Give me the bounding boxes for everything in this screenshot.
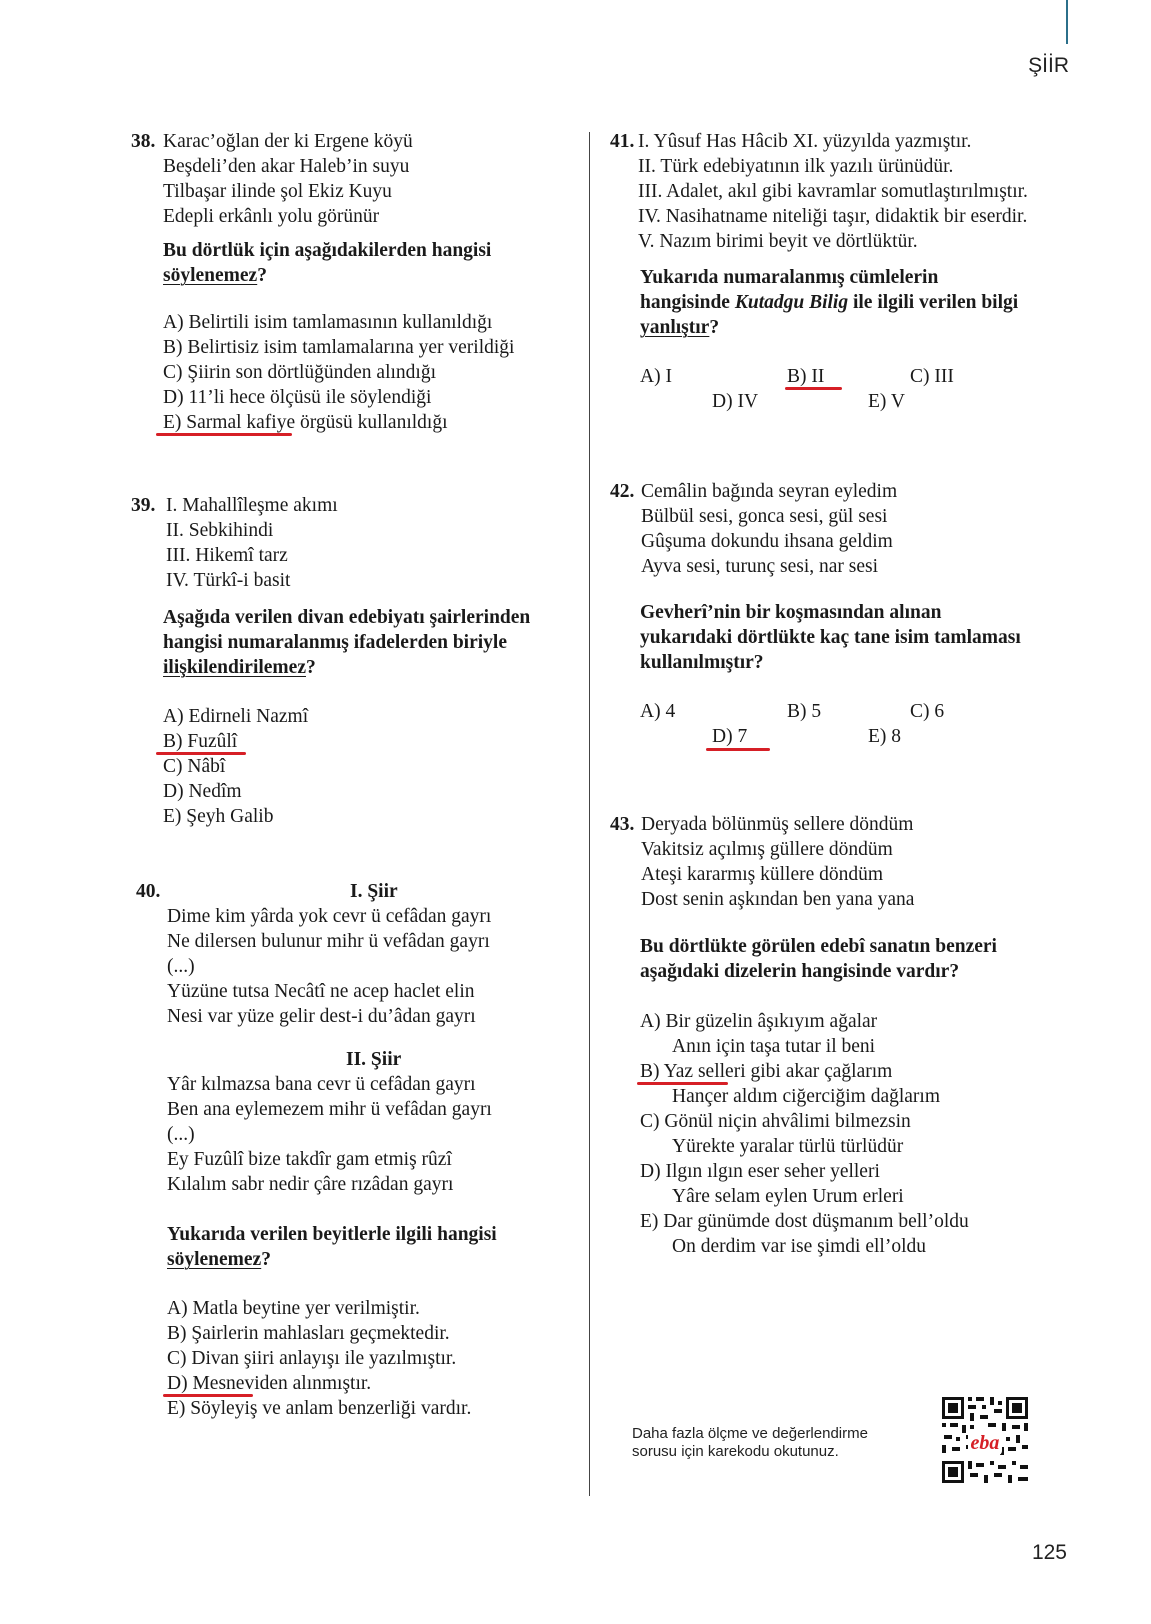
poem-line: Ey Fuzûlî bize takdîr gam etmiş rûzî bbox=[167, 1149, 452, 1170]
question-number: 42. bbox=[610, 481, 635, 502]
poem-line: Kılalım sabr nedir çâre rızâdan gayrı bbox=[167, 1174, 454, 1195]
answer-option-b[interactable]: B) Belirtisiz isim tamlamalarına yer verildiği bbox=[163, 337, 515, 358]
qr-code-icon[interactable] bbox=[940, 1395, 1030, 1485]
poem-line: Tilbaşar ilinde şol Ekiz Kuyu bbox=[163, 181, 392, 202]
answer-option-b[interactable]: B) Fuzûlî bbox=[163, 731, 238, 752]
poem-line: Dime kim yârda yok cevr ü cefâdan gayrı bbox=[167, 906, 492, 927]
statement-item: IV. Türkî-i basit bbox=[166, 570, 291, 591]
question-prompt: hangisi numaralanmış ifadelerden biriyle bbox=[163, 632, 507, 653]
question-number: 43. bbox=[610, 814, 635, 835]
poem-line: Beşdeli’den akar Haleb’in suyu bbox=[163, 156, 410, 177]
answer-option-c[interactable]: C) 6 bbox=[910, 701, 945, 722]
poem-line: Gûşuma dokundu ihsana geldim bbox=[641, 531, 893, 552]
question-number: 40. bbox=[136, 881, 161, 902]
poem-line: Cemâlin bağında seyran eyledim bbox=[641, 481, 898, 502]
answer-option-c[interactable]: C) Nâbî bbox=[163, 756, 226, 777]
poem-line: Nesi var yüze gelir dest-i du’âdan gayrı bbox=[167, 1006, 476, 1027]
question-number: 41. bbox=[610, 131, 635, 152]
answer-option-b-line2: Hançer aldım ciğerciğim dağlarım bbox=[672, 1086, 941, 1107]
poem-line: Ateşi kararmış küllere döndüm bbox=[641, 864, 884, 885]
question-prompt: Aşağıda verilen divan edebiyatı şairlerinden bbox=[163, 607, 531, 628]
answer-option-a[interactable]: A) Edirneli Nazmî bbox=[163, 706, 309, 727]
qr-instruction-line: sorusu için karekodu okutunuz. bbox=[632, 1443, 839, 1460]
column-divider bbox=[589, 132, 590, 1496]
poem-line: Yâr kılmazsa bana cevr ü cefâdan gayrı bbox=[167, 1074, 476, 1095]
question-prompt: ilişkilendirilemez? bbox=[163, 657, 316, 678]
poem-line: Bülbül sesi, gonca sesi, gül sesi bbox=[641, 506, 888, 527]
eba-logo: eba bbox=[970, 1432, 1000, 1454]
question-prompt: Yukarıda numaralanmış cümlelerin bbox=[640, 267, 939, 288]
poem-line: Ben ana eylemezem mihr ü vefâdan gayrı bbox=[167, 1099, 492, 1120]
answer-option-d[interactable]: D) Ilgın ılgın eser seher yelleri bbox=[640, 1161, 880, 1182]
question-prompt: yanlıştır? bbox=[640, 317, 720, 338]
answer-option-b[interactable]: B) 5 bbox=[787, 701, 822, 722]
answer-option-d[interactable]: D) Nedîm bbox=[163, 781, 242, 802]
answer-option-a[interactable]: A) Belirtili isim tamlamasının kullanıldığı bbox=[163, 312, 493, 333]
question-number: 39. bbox=[131, 495, 156, 516]
question-prompt: Bu dörtlükte görülen edebî sanatın benzeri bbox=[640, 936, 997, 957]
question-number: 38. bbox=[131, 131, 156, 152]
poem-line: Karac’oğlan der ki Ergene köyü bbox=[163, 131, 413, 152]
answer-option-b[interactable]: B) Şairlerin mahlasları geçmektedir. bbox=[167, 1323, 450, 1344]
answer-option-e[interactable]: E) Dar günümde dost düşmanım bell’oldu bbox=[640, 1211, 969, 1232]
question-prompt: kullanılmıştır? bbox=[640, 652, 764, 673]
poem-line: Edepli erkânlı yolu görünür bbox=[163, 206, 380, 227]
poem-line: Ayva sesi, turunç sesi, nar sesi bbox=[641, 556, 879, 577]
answer-option-c[interactable]: C) Gönül niçin ahvâlimi bilmezsin bbox=[640, 1111, 911, 1132]
question-prompt: hangisinde Kutadgu Bilig ile ilgili verilen bilgi bbox=[640, 292, 1019, 313]
question-prompt: yukarıdaki dörtlükte kaç tane isim tamlaması bbox=[640, 627, 1021, 648]
statement-item: I. Mahallîleşme akımı bbox=[166, 495, 338, 516]
answer-option-e[interactable]: E) Sarmal kafiye örgüsü kullanıldığı bbox=[163, 412, 448, 433]
answer-option-d[interactable]: D) IV bbox=[712, 391, 759, 412]
answer-option-b[interactable]: B) II bbox=[787, 366, 825, 387]
statement-item: II. Türk edebiyatının ilk yazılı ürünüdür. bbox=[638, 156, 954, 177]
qr-instruction-line: Daha fazla ölçme ve değerlendirme bbox=[632, 1425, 868, 1442]
poem-line: Vakitsiz açılmış güllere döndüm bbox=[641, 839, 893, 860]
statement-item: III. Hikemî tarz bbox=[166, 545, 288, 566]
answer-marker bbox=[785, 387, 842, 390]
statement-item: II. Sebkihindi bbox=[166, 520, 274, 541]
poem-line: (...) bbox=[167, 956, 195, 977]
question-prompt: Bu dörtlük için aşağıdakilerden hangisi bbox=[163, 240, 492, 261]
answer-option-d[interactable]: D) 7 bbox=[712, 726, 748, 747]
poem-title: I. Şiir bbox=[350, 881, 398, 902]
statement-item: V. Nazım birimi beyit ve dörtlüktür. bbox=[638, 231, 918, 252]
answer-option-e[interactable]: E) V bbox=[868, 391, 906, 412]
qr-instruction bbox=[632, 1425, 868, 1461]
answer-option-a[interactable]: A) Bir güzelin âşıkıyım ağalar bbox=[640, 1011, 878, 1032]
poem-line: Yüzüne tutsa Necâtî ne acep haclet elin bbox=[167, 981, 475, 1002]
answer-option-c[interactable]: C) III bbox=[910, 366, 954, 387]
page-number: 125 bbox=[1031, 1541, 1067, 1564]
answer-option-e[interactable]: E) Şeyh Galib bbox=[163, 806, 274, 827]
answer-option-e[interactable]: E) Söyleyiş ve anlam benzerliği vardır. bbox=[167, 1398, 472, 1419]
question-prompt: Gevherî’nin bir koşmasından alınan bbox=[640, 602, 942, 623]
answer-option-c-line2: Yürekte yaralar türlü türlüdür bbox=[672, 1136, 904, 1157]
answer-option-a[interactable]: A) I bbox=[640, 366, 672, 387]
answer-option-e[interactable]: E) 8 bbox=[868, 726, 902, 747]
answer-option-d-line2: Yâre selam eylen Urum erleri bbox=[672, 1186, 904, 1207]
answer-marker bbox=[156, 433, 292, 436]
answer-option-a[interactable]: A) 4 bbox=[640, 701, 676, 722]
question-prompt: Yukarıda verilen beyitlerle ilgili hangisi bbox=[167, 1224, 497, 1245]
answer-option-b[interactable]: B) Yaz selleri gibi akar çağlarım bbox=[640, 1061, 893, 1082]
section-title: ŞİİR bbox=[1028, 54, 1069, 77]
answer-option-d[interactable]: D) 11’li hece ölçüsü ile söylendiği bbox=[163, 387, 432, 408]
poem-line: (...) bbox=[167, 1124, 195, 1145]
poem-line: Deryada bölünmüş sellere döndüm bbox=[641, 814, 914, 835]
answer-marker bbox=[706, 748, 770, 751]
poem-line: Dost senin aşkından ben yana yana bbox=[641, 889, 915, 910]
statement-item: III. Adalet, akıl gibi kavramlar somutlaştırılmıştır. bbox=[638, 181, 1028, 202]
answer-option-a-line2: Anın için taşa tutar il beni bbox=[672, 1036, 876, 1057]
answer-option-e-line2: On derdim var ise şimdi ell’oldu bbox=[672, 1236, 926, 1257]
answer-option-c[interactable]: C) Divan şiiri anlayışı ile yazılmıştır. bbox=[167, 1348, 457, 1369]
answer-option-a[interactable]: A) Matla beytine yer verilmiştir. bbox=[167, 1298, 420, 1319]
statement-item: I. Yûsuf Has Hâcib XI. yüzyılda yazmıştır. bbox=[638, 131, 972, 152]
answer-option-c[interactable]: C) Şiirin son dörtlüğünden alındığı bbox=[163, 362, 436, 383]
statement-item: IV. Nasihatname niteliği taşır, didaktik bir eserdir. bbox=[638, 206, 1028, 227]
poem-line: Ne dilersen bulunur mihr ü vefâdan gayrı bbox=[167, 931, 490, 952]
poem-title: II. Şiir bbox=[346, 1049, 402, 1070]
question-prompt: söylenemez? bbox=[163, 265, 267, 286]
question-prompt: söylenemez? bbox=[167, 1249, 271, 1270]
header-accent-bar bbox=[1066, 0, 1068, 44]
question-prompt: aşağıdaki dizelerin hangisinde vardır? bbox=[640, 961, 960, 982]
answer-option-d[interactable]: D) Mesneviden alınmıştır. bbox=[167, 1373, 372, 1394]
